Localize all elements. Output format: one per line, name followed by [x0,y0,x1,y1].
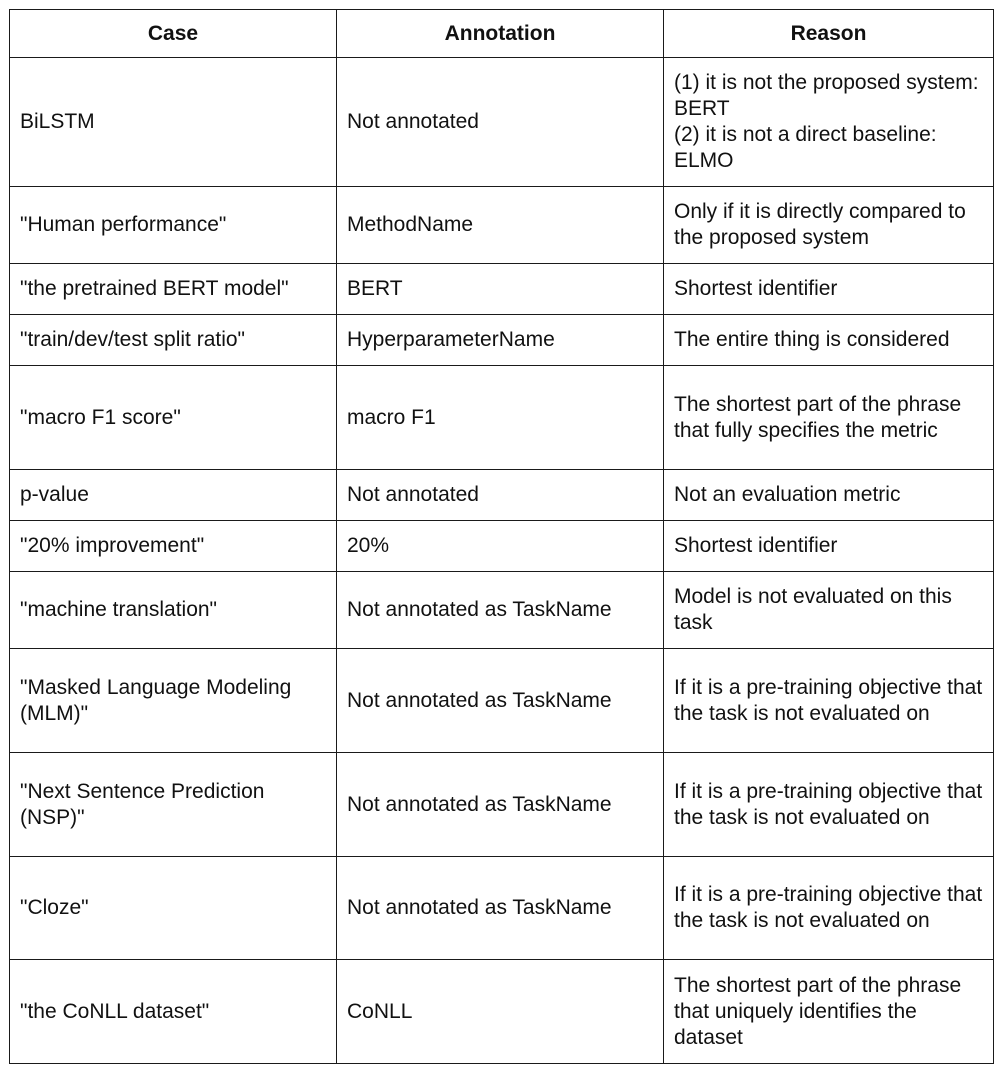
cell-annotation: HyperparameterName [337,315,664,366]
cell-reason [664,58,994,187]
cell-case: "macro F1 score" [10,366,337,470]
reason-text: The entire thing is considered [674,328,950,351]
cell-annotation: Not annotated [337,470,664,521]
table-row [10,649,994,753]
cell-annotation: Not annotated as TaskName [337,649,664,753]
reason-text: If it is a pre-training objective that the task is not evaluated on [674,883,983,932]
reason-text: Shortest identifier [674,277,838,300]
reason-text: If it is a pre-training objective that the task is not evaluated on [674,779,983,829]
cell-annotation: CoNLL [337,960,664,1064]
cell-case: "Human performance" [10,187,337,264]
cell-annotation: Not annotated as TaskName [337,572,664,649]
table-row [10,572,994,649]
cell-reason [664,366,994,470]
cell-reason [664,753,994,857]
cell-case: "Masked Language Modeling (MLM)" [10,649,337,753]
table-row [10,264,994,315]
cell-reason [664,470,994,521]
table-row [10,187,994,264]
annotation-guidelines-table [9,9,994,1064]
cell-case: "the pretrained BERT model" [10,264,337,315]
reason-text: Shortest identifier [674,534,838,557]
cell-annotation: Not annotated as TaskName [337,857,664,960]
cell-reason [664,187,994,264]
cell-reason [664,264,994,315]
cell-case: "the CoNLL dataset" [10,960,337,1064]
cell-reason [664,315,994,366]
cell-reason [664,521,994,572]
reason-text: The shortest part of the phrase that uniquely identifies the dataset [674,973,962,1049]
cell-annotation: macro F1 [337,366,664,470]
cell-annotation: Not annotated as TaskName [337,753,664,857]
table-row [10,857,994,960]
cell-case: "machine translation" [10,572,337,649]
table-row [10,960,994,1064]
cell-annotation: BERT [337,264,664,315]
table-row [10,521,994,572]
reason-text: (1) it is not the proposed system: BERT [674,71,979,120]
cell-reason [664,857,994,960]
cell-annotation: Not annotated [337,58,664,187]
cell-annotation: 20% [337,521,664,572]
header-annotation: Annotation [337,10,664,58]
reason-text: (2) it is not a direct baseline: ELMO [674,123,937,172]
table-row [10,58,994,187]
header-case: Case [10,10,337,58]
header-reason: Reason [664,10,994,58]
cell-case: BiLSTM [10,58,337,187]
table-header-row [10,10,994,58]
reason-text: If it is a pre-training objective that the task is not evaluated on [674,675,983,725]
reason-text: The shortest part of the phrase that fully specifies the metric [674,392,962,442]
cell-case: "Next Sentence Prediction (NSP)" [10,753,337,857]
cell-case: "20% improvement" [10,521,337,572]
reason-text: Only if it is directly compared to the proposed system [674,200,966,249]
reason-text: Model is not evaluated on this task [674,585,952,634]
cell-case: "train/dev/test split ratio" [10,315,337,366]
table-row [10,470,994,521]
cell-reason [664,649,994,753]
table-body [10,58,994,1064]
table-row [10,753,994,857]
cell-reason [664,572,994,649]
cell-case: p-value [10,470,337,521]
cell-annotation: MethodName [337,187,664,264]
cell-reason [664,960,994,1064]
table-row [10,315,994,366]
cell-case: "Cloze" [10,857,337,960]
reason-text: Not an evaluation metric [674,483,901,506]
table-row [10,366,994,470]
